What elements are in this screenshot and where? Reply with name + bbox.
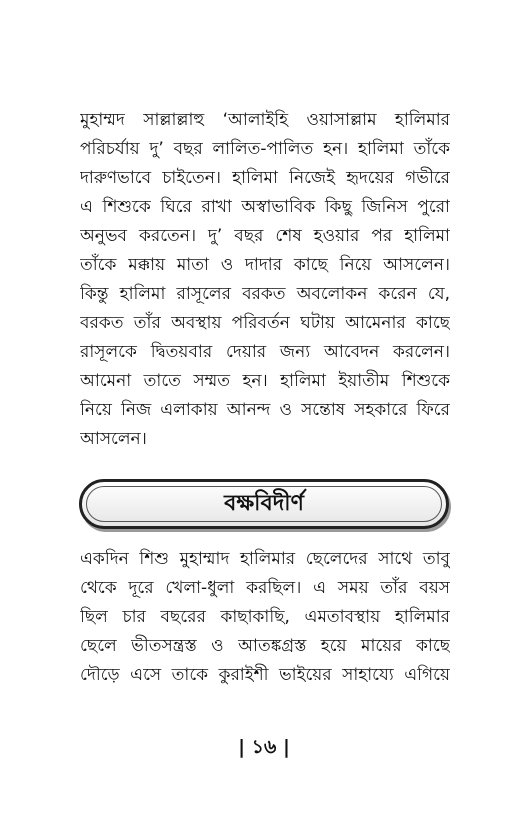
text-line: আসলেন। [80, 429, 147, 449]
text-line: কিন্তু হালিমা রাসূলের বরকত অবলোকন করেন যে, [80, 284, 450, 304]
text-line: নিয়ে নিজ এলাকায় আনন্দ ও সন্তোষ সহকারে ফিরে [80, 400, 450, 420]
section-heading-box [79, 479, 449, 529]
text-line: দৌড়ে এসে তাকে কুরাইশী ভাইয়ের সাহায্যে এগিয়ে [80, 665, 450, 685]
text-line: রাসূলকে দ্বিতয়বার দেয়ার জন্য আবেদন করলেন। [80, 342, 450, 362]
text-line: পরিচর্যায় দু’ বছর লালিত-পালিত হন। হালিমা তাঁকে [80, 139, 450, 159]
text-line: আমেনা তাতে সম্মত হন। হালিমা ইয়াতীম শিশুকে [80, 371, 450, 391]
paragraph-halima-care [80, 106, 450, 454]
text-line: থেকে দূরে খেলা-ধুলা করছিল। এ সময় তাঁর বয়স [80, 578, 450, 598]
text-line: তাঁকে মক্কায় মাতা ও দাদার কাছে নিয়ে আসলেন। [80, 255, 450, 275]
text-line: ছিল চার বছরের কাছাকাছি, এমতাবস্থায় হালিমার [80, 607, 450, 627]
text-line: মুহাম্মদ সাল্লাল্লাহু ‘আলাইহি ওয়াসাল্লাম হালিমার [80, 110, 450, 130]
text-line: এ শিশুকে ঘিরে রাখা অস্বাভাবিক কিছু জিনিস পুরো [80, 197, 450, 217]
text-line: একদিন শিশু মুহাম্মাদ হালিমার ছেলেদের সাথে তাবু [80, 549, 450, 569]
text-line: অনুভব করতেন। দু’ বছর শেষ হওয়ার পর হালিমা [80, 226, 450, 246]
paragraph-chest-opening [80, 545, 450, 690]
text-line: ছেলে ভীতসন্ত্রস্ত ও আতঙ্কগ্রস্ত হয়ে মায়ের কাছে [80, 636, 450, 656]
text-line: দারুণভাবে চাইতেন। হালিমা নিজেই হৃদয়ের গভীরে [80, 168, 450, 188]
text-line: বরকত তাঁর অবস্থায় পরিবর্তন ঘটায় আমেনার কাছে [80, 313, 450, 333]
section-heading: বক্ষবিদীর্ণ [224, 490, 304, 516]
page-number: | ১৬ | [238, 736, 290, 758]
